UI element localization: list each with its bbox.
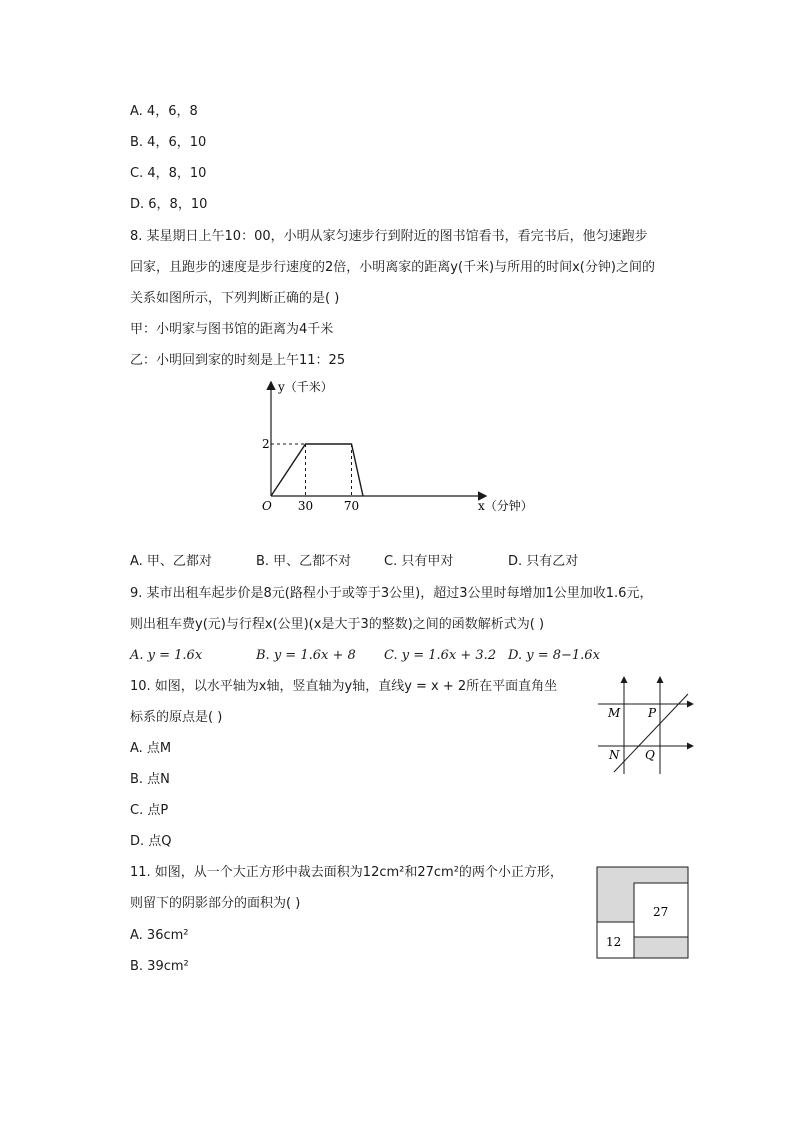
q8-option-d[interactable]: D. 只有乙对 (508, 554, 579, 569)
q11-option-b[interactable]: B. 39cm² (130, 959, 189, 974)
point-m-label: M (608, 706, 621, 720)
q9-option-a[interactable]: A. y = 1.6x (130, 648, 203, 663)
q8-stem-line1: 8. 某星期日上午10：00，小明从家匀速步行到附近的图书馆看书，看完书后，他匀速跑步 (130, 229, 648, 244)
q8-stem-line2: 回家，且跑步的速度是步行速度的2倍，小明离家的距离y(千米)与所用的时间x(分钟)之间的 (130, 260, 655, 275)
q11-stem-line2: 则留下的阴影部分的面积为( ) (130, 896, 301, 911)
point-n-label: N (609, 748, 620, 762)
origin-label: O (262, 499, 272, 513)
q8-option-a[interactable]: A. 甲、乙都对 (130, 554, 212, 569)
q10-stem-line1: 10. 如图，以水平轴为x轴，竖直轴为y轴，直线y = x + 2所在平面直角坐 (130, 679, 558, 694)
point-p-label: P (648, 706, 657, 720)
q9-stem-line2: 则出租车费y(元)与行程x(公里)(x是大于3的整数)之间的函数解析式为( ) (130, 617, 545, 632)
q7-option-a[interactable]: A. 4，6，8 (130, 104, 198, 119)
q7-option-b[interactable]: B. 4，6，10 (130, 135, 207, 150)
y-axis-label: y（千米） (278, 380, 333, 394)
q9-option-b[interactable]: B. y = 1.6x + 8 (256, 648, 356, 663)
q10-option-a[interactable]: A. 点M (130, 741, 172, 756)
q9-stem-line1: 9. 某市出租车起步价是8元(路程小于或等于3公里)，超过3公里时每增加1公里加收1.6元， (130, 586, 653, 601)
x-tick-70: 70 (343, 499, 360, 513)
q10-option-d[interactable]: D. 点Q (130, 834, 172, 849)
q8-distance-time-chart (250, 375, 550, 525)
q8-statement-jia: 甲：小明家与图书馆的距离为4千米 (130, 322, 334, 337)
q7-option-c[interactable]: C. 4，8，10 (130, 166, 207, 181)
q8-option-c[interactable]: C. 只有甲对 (384, 554, 454, 569)
q9-option-d[interactable]: D. y = 8−1.6x (508, 648, 600, 663)
q9-option-c[interactable]: C. y = 1.6x + 3.2 (384, 648, 497, 663)
q8-option-b[interactable]: B. 甲、乙都不对 (256, 554, 352, 569)
q11-stem-line1: 11. 如图，从一个大正方形中裁去面积为12cm²和27cm²的两个小正方形， (130, 865, 563, 880)
q10-stem-line2: 标系的原点是( ) (130, 710, 223, 725)
area-label-27: 27 (653, 905, 669, 919)
x-tick-30: 30 (297, 499, 314, 513)
q11-option-a[interactable]: A. 36cm² (130, 928, 189, 943)
q7-option-d[interactable]: D. 6，8，10 (130, 197, 208, 212)
area-label-12: 12 (606, 935, 622, 949)
q8-stem-line3: 关系如图所示，下列判断正确的是( ) (130, 291, 340, 306)
distance-series-line (271, 444, 363, 496)
q10-option-b[interactable]: B. 点N (130, 772, 170, 787)
q8-statement-yi: 乙：小明回到家的时刻是上午11：25 (130, 353, 346, 368)
q11-square-figure (596, 866, 690, 960)
x-axis-label: x（分钟） (478, 499, 533, 513)
q10-option-c[interactable]: C. 点P (130, 803, 169, 818)
y-tick-2: 2 (262, 437, 270, 451)
q10-grid-figure (596, 676, 696, 776)
point-q-label: Q (645, 748, 655, 762)
